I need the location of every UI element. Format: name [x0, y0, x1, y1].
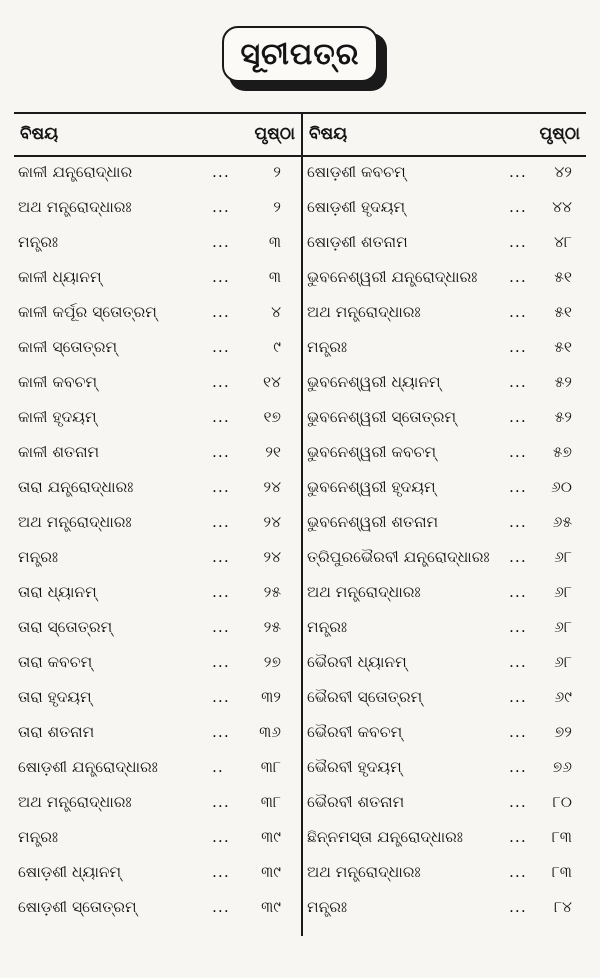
- toc-entry[interactable]: [14, 576, 301, 611]
- toc-entry[interactable]: [303, 436, 586, 471]
- toc-entry[interactable]: [14, 471, 301, 506]
- entry-page-number: ୩୯: [261, 898, 281, 916]
- toc-entry[interactable]: [14, 331, 301, 366]
- entry-leader-dots: ...: [509, 478, 527, 496]
- toc-entry[interactable]: [303, 611, 586, 646]
- page-heading: ପୃଷ୍ଠା: [539, 124, 580, 144]
- entry-page-number: ୩୯: [261, 828, 281, 846]
- entry-page-number: ୮୩: [551, 863, 572, 881]
- entry-page-number: ୬୯: [554, 688, 572, 706]
- page-title: ସୂଚୀପତ୍ର: [222, 26, 378, 82]
- entry-leader-dots: ...: [509, 793, 527, 811]
- entry-page-number: ୭୨: [554, 723, 572, 741]
- entry-leader-dots: ...: [212, 443, 230, 461]
- entry-title: ଭୈରବୀ କବଚମ୍: [307, 723, 403, 741]
- entry-title: ତାରା ଶତନାମ: [18, 723, 95, 741]
- toc-entry[interactable]: [303, 716, 586, 751]
- subject-heading: ବିଷୟ: [309, 124, 348, 144]
- toc-entry[interactable]: [14, 226, 301, 261]
- entry-leader-dots: ...: [509, 583, 527, 601]
- toc-entry[interactable]: [14, 611, 301, 646]
- toc-entry[interactable]: [14, 541, 301, 576]
- entry-page-number: ୧୭: [263, 408, 281, 426]
- entry-leader-dots: ...: [509, 338, 527, 356]
- page-heading: ପୃଷ୍ଠା: [254, 124, 295, 144]
- toc-entry[interactable]: [14, 191, 301, 226]
- entry-page-number: ୫୨: [554, 373, 572, 391]
- entry-page-number: ୮୩: [551, 828, 572, 846]
- toc-entry[interactable]: [14, 156, 301, 191]
- toc-entry[interactable]: [303, 471, 586, 506]
- entry-title: ଅଥ ମନ୍ତ୍ରୋଦ୍ଧାରଃ: [18, 198, 132, 216]
- entry-page-number: ୪୪: [552, 198, 572, 216]
- entry-title: ଷୋଡ଼ଶୀ କବଚମ୍: [307, 163, 406, 181]
- entry-title: ଷୋଡ଼ଶୀ ହୃଦୟମ୍: [307, 198, 406, 216]
- entry-page-number: ୬୮: [554, 618, 572, 636]
- toc-entry[interactable]: [303, 891, 586, 926]
- entry-leader-dots: ...: [212, 898, 230, 916]
- entry-leader-dots: ...: [212, 478, 230, 496]
- toc-entry[interactable]: [303, 331, 586, 366]
- entry-page-number: ୪୮: [553, 233, 572, 251]
- toc-entry[interactable]: [14, 506, 301, 541]
- entry-title: କାଳୀ ହୃଦୟମ୍: [18, 408, 97, 426]
- toc-entry[interactable]: [303, 366, 586, 401]
- entry-leader-dots: ...: [212, 338, 230, 356]
- entry-page-number: ୨୫: [263, 583, 281, 601]
- toc-entry[interactable]: [14, 436, 301, 471]
- title-badge: [222, 26, 388, 92]
- entry-title: କାଳୀ କବଚମ୍: [18, 373, 98, 391]
- entry-leader-dots: ...: [212, 583, 230, 601]
- entry-title: ଭୈରବୀ ଧ୍ୟାନମ୍: [307, 653, 407, 671]
- left-column-header: [14, 114, 301, 156]
- entry-page-number: ୨୫: [263, 618, 281, 636]
- entry-leader-dots: ...: [212, 863, 230, 881]
- entry-title: ମନ୍ତ୍ରଃ: [307, 618, 348, 636]
- entry-title: ମନ୍ତ୍ରଃ: [18, 828, 59, 846]
- entry-page-number: ୭୬: [552, 758, 572, 776]
- left-entries: [14, 156, 301, 926]
- entry-leader-dots: ...: [509, 233, 527, 251]
- entry-page-number: ୨୭: [263, 653, 281, 671]
- entry-page-number: ୩୯: [261, 863, 281, 881]
- entry-leader-dots: ...: [212, 828, 230, 846]
- toc-entry[interactable]: [14, 716, 301, 751]
- entry-leader-dots: ...: [212, 303, 230, 321]
- toc-entry[interactable]: [303, 191, 586, 226]
- entry-page-number: ୬୫: [552, 513, 572, 531]
- entry-page-number: ୨୪: [263, 513, 281, 531]
- entry-title: କାଳୀ ଶତନାମ: [18, 443, 100, 461]
- entry-title: ଭୁବନେଶ୍ୱରୀ ସ୍ତୋତ୍ରମ୍: [307, 408, 457, 426]
- entry-title: କାଳୀ କର୍ପୂର ସ୍ତୋତ୍ରମ୍: [18, 303, 157, 321]
- entry-leader-dots: ...: [212, 233, 230, 251]
- entry-title: ମନ୍ତ୍ରଃ: [307, 338, 348, 356]
- entry-title: ଅଥ ମନ୍ତ୍ରୋଦ୍ଧାରଃ: [307, 583, 421, 601]
- right-column: [303, 114, 586, 936]
- toc-entry[interactable]: [303, 541, 586, 576]
- entry-title: ମନ୍ତ୍ରଃ: [307, 898, 348, 916]
- entry-title: ଭୁବନେଶ୍ୱରୀ ଶତନାମ: [307, 513, 439, 531]
- entry-page-number: ୩୮: [260, 793, 281, 811]
- entry-leader-dots: ...: [212, 513, 230, 531]
- entry-leader-dots: ...: [509, 863, 527, 881]
- right-column-header: [303, 114, 586, 156]
- entry-leader-dots: ...: [212, 163, 230, 181]
- toc-entry[interactable]: [303, 226, 586, 261]
- entry-leader-dots: ...: [509, 758, 527, 776]
- toc-entry[interactable]: [14, 366, 301, 401]
- entry-page-number: ୩: [268, 233, 281, 251]
- toc-entry[interactable]: [303, 296, 586, 331]
- entry-title: ଭୈରବୀ ଶତନାମ: [307, 793, 405, 811]
- entry-title: ମନ୍ତ୍ରଃ: [18, 548, 59, 566]
- entry-title: ଭୁବନେଶ୍ୱରୀ କବଚମ୍: [307, 443, 437, 461]
- toc-entry[interactable]: [14, 891, 301, 926]
- toc-entry[interactable]: [303, 821, 586, 856]
- entry-title: ଭୁବନେଶ୍ୱରୀ ହୃଦୟମ୍: [307, 478, 436, 496]
- entry-page-number: ୪: [271, 303, 281, 321]
- entry-leader-dots: ...: [509, 408, 527, 426]
- entry-page-number: ୮୦: [552, 793, 572, 811]
- entry-title: ତାରା ଯନ୍ତ୍ରୋଦ୍ଧାରଃ: [18, 478, 134, 496]
- entry-title: ଷୋଡ଼ଶୀ ଶତନାମ: [307, 233, 408, 251]
- entry-page-number: ୧୪: [262, 373, 281, 391]
- entry-page-number: ୮୪: [553, 898, 572, 916]
- entry-leader-dots: ...: [509, 898, 527, 916]
- entry-page-number: ୨୪: [263, 478, 281, 496]
- entry-page-number: ୨୪: [263, 548, 281, 566]
- entry-page-number: ୫୨: [554, 408, 572, 426]
- entry-title: ଭୈରବୀ ହୃଦୟମ୍: [307, 758, 402, 776]
- entry-page-number: ୩୨: [261, 688, 281, 706]
- entry-page-number: ୨୧: [265, 443, 281, 461]
- entry-title: ଅଥ ମନ୍ତ୍ରୋଦ୍ଧାରଃ: [307, 863, 421, 881]
- entry-leader-dots: ...: [212, 723, 230, 741]
- toc-entry[interactable]: [14, 681, 301, 716]
- table-of-contents: [14, 112, 586, 936]
- entry-leader-dots: ...: [212, 548, 230, 566]
- toc-entry[interactable]: [303, 856, 586, 891]
- entry-title: ତାରା ଧ୍ୟାନମ୍: [18, 583, 97, 601]
- entry-leader-dots: ...: [509, 268, 527, 286]
- entry-title: ଭୈରବୀ ସ୍ତୋତ୍ରମ୍: [307, 688, 423, 706]
- entry-title: ଭୁବନେଶ୍ୱରୀ ଯନ୍ତ୍ରୋଦ୍ଧାରଃ: [307, 268, 478, 286]
- entry-leader-dots: ...: [212, 408, 230, 426]
- entry-leader-dots: ...: [509, 513, 527, 531]
- toc-entry[interactable]: [303, 401, 586, 436]
- toc-entry[interactable]: [14, 786, 301, 821]
- entry-page-number: ୨: [273, 163, 281, 181]
- toc-entry[interactable]: [14, 296, 301, 331]
- toc-entry[interactable]: [303, 261, 586, 296]
- entry-title: ଷୋଡ଼ଶୀ ଧ୍ୟାନମ୍: [18, 863, 122, 881]
- toc-entry[interactable]: [14, 261, 301, 296]
- entry-leader-dots: ...: [509, 198, 527, 216]
- subject-heading: ବିଷୟ: [20, 124, 59, 144]
- left-column: [14, 114, 301, 936]
- entry-leader-dots: ...: [509, 303, 527, 321]
- entry-leader-dots: ...: [509, 373, 527, 391]
- toc-entry[interactable]: [14, 856, 301, 891]
- toc-entry[interactable]: [14, 646, 301, 681]
- entry-leader-dots: ...: [212, 373, 230, 391]
- toc-entry[interactable]: [14, 401, 301, 436]
- entry-leader-dots: ...: [509, 548, 527, 566]
- entry-leader-dots: ..: [212, 758, 224, 776]
- entry-title: ଅଥ ମନ୍ତ୍ରୋଦ୍ଧାରଃ: [307, 303, 421, 321]
- toc-entry[interactable]: [14, 751, 301, 786]
- entry-title: ତାରା ସ୍ତୋତ୍ରମ୍: [18, 618, 113, 636]
- entry-leader-dots: ...: [509, 618, 527, 636]
- entry-page-number: ୪୨: [554, 163, 572, 181]
- entry-title: ତାରା ହୃଦୟମ୍: [18, 688, 92, 706]
- entry-page-number: ୩: [268, 268, 281, 286]
- toc-entry[interactable]: [303, 681, 586, 716]
- entry-page-number: ୯: [273, 338, 281, 356]
- entry-leader-dots: ...: [509, 688, 527, 706]
- right-entries: [303, 156, 586, 926]
- entry-title: ଷୋଡ଼ଶୀ ସ୍ତୋତ୍ରମ୍: [18, 898, 137, 916]
- entry-title: ଷୋଡ଼ଶୀ ଯନ୍ତ୍ରୋଦ୍ଧାରଃ: [18, 758, 158, 776]
- toc-entry[interactable]: [303, 751, 586, 786]
- entry-leader-dots: ...: [212, 198, 230, 216]
- entry-title: ମନ୍ତ୍ରଃ: [18, 233, 59, 251]
- entry-title: କାଳୀ ଧ୍ୟାନମ୍: [18, 268, 102, 286]
- entry-title: ଭୁବନେଶ୍ୱରୀ ଧ୍ୟାନମ୍: [307, 373, 441, 391]
- entry-page-number: ୫୧: [554, 268, 572, 286]
- toc-entry[interactable]: [303, 506, 586, 541]
- entry-page-number: ୫୭: [552, 443, 572, 461]
- toc-entry[interactable]: [14, 821, 301, 856]
- entry-page-number: ୬୮: [554, 653, 572, 671]
- entry-page-number: ୫୧: [554, 338, 572, 356]
- entry-title: କାଳୀ ଯନ୍ତ୍ରୋଦ୍ଧାର: [18, 163, 133, 181]
- toc-entry[interactable]: [303, 576, 586, 611]
- entry-leader-dots: ...: [509, 723, 527, 741]
- entry-leader-dots: ...: [212, 268, 230, 286]
- toc-entry[interactable]: [303, 786, 586, 821]
- entry-page-number: ୨: [273, 198, 281, 216]
- entry-leader-dots: ...: [212, 793, 230, 811]
- entry-page-number: ୬୮: [554, 583, 572, 601]
- entry-title: ତ୍ରିପୁରଭୈରବୀ ଯନ୍ତ୍ରୋଦ୍ଧାରଃ: [307, 548, 490, 566]
- entry-page-number: ୩୮: [260, 758, 281, 776]
- toc-entry[interactable]: [303, 156, 586, 191]
- entry-leader-dots: ...: [212, 688, 230, 706]
- entry-leader-dots: ...: [509, 828, 527, 846]
- entry-title: ଅଥ ମନ୍ତ୍ରୋଦ୍ଧାରଃ: [18, 513, 132, 531]
- entry-title: ତାରା କବଚମ୍: [18, 653, 93, 671]
- entry-leader-dots: ...: [509, 443, 527, 461]
- entry-page-number: ୬୦: [551, 478, 572, 496]
- entry-leader-dots: ...: [212, 653, 230, 671]
- entry-leader-dots: ...: [212, 618, 230, 636]
- toc-entry[interactable]: [303, 646, 586, 681]
- entry-page-number: ୬୮: [554, 548, 572, 566]
- entry-title: ଅଥ ମନ୍ତ୍ରୋଦ୍ଧାରଃ: [18, 793, 132, 811]
- entry-leader-dots: ...: [509, 653, 527, 671]
- entry-page-number: ୩୬: [259, 723, 281, 741]
- entry-title: ଛିନ୍ନମସ୍ତା ଯନ୍ତ୍ରୋଦ୍ଧାରଃ: [307, 828, 463, 846]
- entry-leader-dots: ...: [509, 163, 527, 181]
- entry-page-number: ୫୧: [554, 303, 572, 321]
- entry-title: କାଳୀ ସ୍ତୋତ୍ରମ୍: [18, 338, 118, 356]
